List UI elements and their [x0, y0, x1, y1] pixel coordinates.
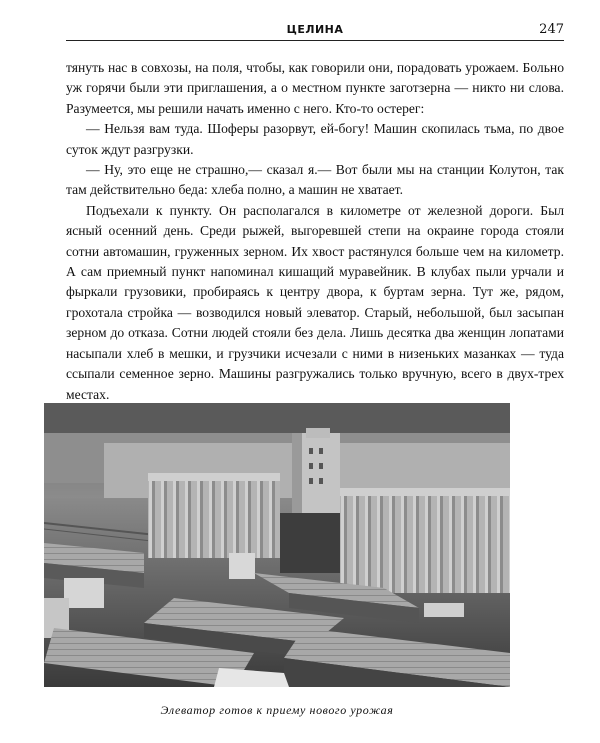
paragraph-dialogue-2: — Ну, это еще не страшно,— сказал я.— Вот были мы на станции Колутон, так там действительно беда: хлеба полно, а машин не хватает. [66, 162, 564, 198]
page-number: 247 [539, 22, 564, 37]
running-title: ЦЕЛИНА [286, 23, 344, 36]
elevator-photo [44, 403, 510, 687]
paragraph-continuation: тянуть нас в совхозы, на поля, чтобы, как говорили они, порадовать урожаем. Больно уж горячи были эти приглашения, а о местном пункте заготзерна — никто ни слова. Разумеется, мы решили начать именно с него. Кто-то остерег: [66, 60, 564, 116]
paragraph-narrative: Подъехали к пункту. Он располагался в километре от железной дороги. Был ясный осенний день. Среди рыжей, выгоревшей степи на окраине города стояли сотни автомашин, груженных зерном. Их хвост растянулся больше чем на километр. А сам приемный пункт напоминал кишащий муравейник. В клубах пыли урчали и фыркали грузовики, пробираясь к центру двора, к буртам зерна. Тут же, рядом, грохотала стройка — возводился новый элеватор. Старый, небольшой, был засыпан зерном до отказа. Сотни людей стояли без дела. Лишь десятка два женщин лопатами насыпали хлеб в мешки, и грузчики исчезали с ними в низеньких мазанках — туда ссыпали семенное зерно. Машины разгружались только вручную, всего в двух-трех местах. [66, 202, 564, 402]
body-text [66, 58, 564, 405]
paragraph-dialogue-1: — Нельзя вам туда. Шоферы разорвут, ей-богу! Машин скопилась тьма, по двое суток ждут разгрузки. [66, 121, 564, 157]
photo-caption: Элеватор готов к приему нового урожая [160, 703, 394, 717]
running-header [66, 22, 564, 41]
